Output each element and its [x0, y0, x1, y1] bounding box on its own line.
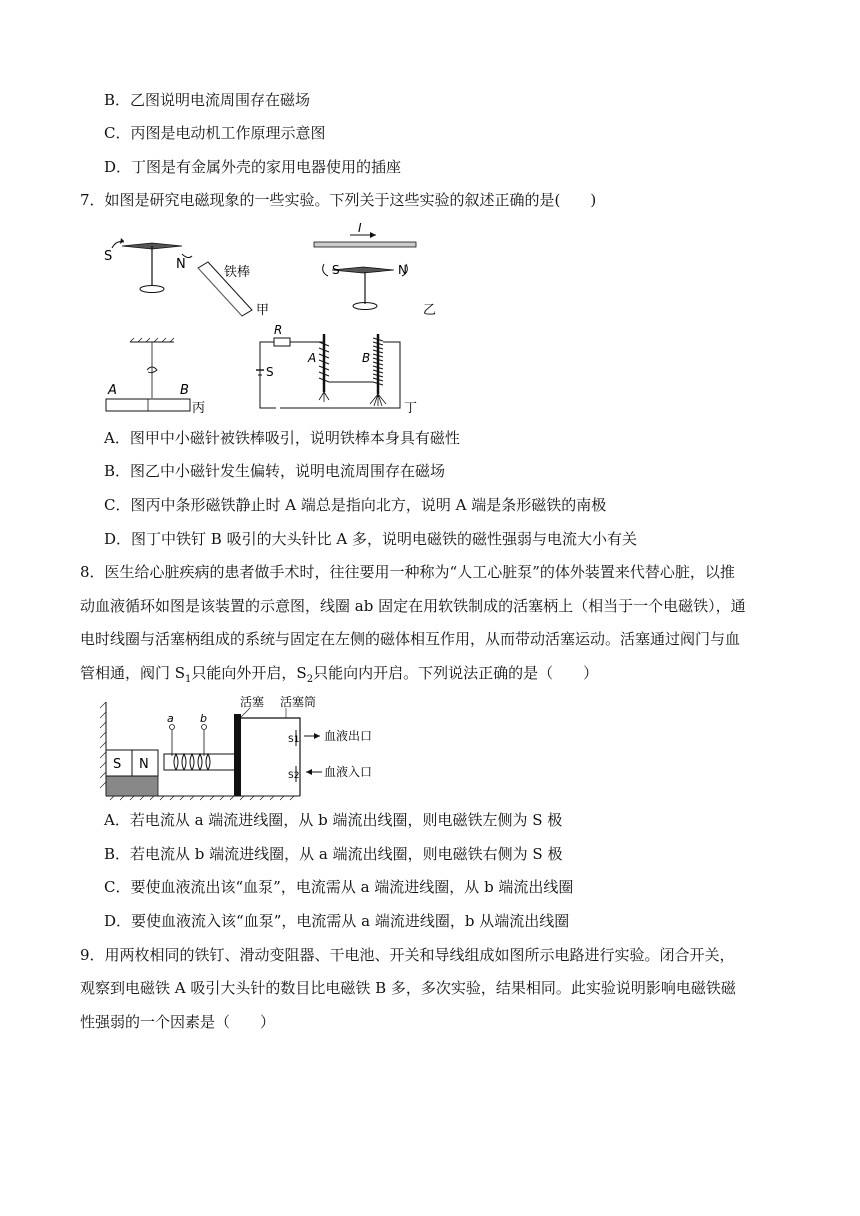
q7-option-b: B．图乙中小磁针发生偏转，说明电流周围存在磁场 [104, 462, 446, 480]
q8-stem-line3: 电时线圈与活塞柄组成的系统与固定在左侧的磁体相互作用，从而带动活塞运动。活塞通过阀门与血 [80, 630, 741, 648]
ding-switch-label: S [266, 365, 274, 379]
q6-option-b: B．乙图说明电流周围存在磁场 [104, 91, 311, 109]
q8-stem-line2: 动血液循环如图是该装置的示意图，线圈 ab 固定在用软铁制成的活塞柄上（相当于一个电磁铁），通 [80, 597, 746, 615]
magnet-n-label: N [139, 757, 149, 772]
yi-label: 乙 [423, 303, 437, 318]
bing-b-label: B [180, 383, 189, 398]
blood-inlet-label: 血液入口 [324, 765, 373, 779]
q8-option-a: A．若电流从 a 端流进线圈，从 b 端流出线圈，则电磁铁左侧为 S 极 [104, 811, 563, 829]
ding-b-label: B [362, 351, 371, 365]
q8-option-b: B．若电流从 b 端流进线圈，从 a 端流出线圈，则电磁铁右侧为 S 极 [104, 845, 563, 863]
valve-s1-label: S1 [288, 735, 300, 745]
q8-stem-line1: 8．医生给心脏疾病的患者做手术时，往往要用一种称为“人工心脏泵”的体外装置来代替心脏，以推 [80, 563, 735, 581]
valve-s2-label: S2 [288, 771, 300, 781]
q8-figure [100, 692, 400, 802]
yi-s-label: S [332, 263, 340, 277]
bing-label: 丙 [192, 401, 206, 416]
yi-n-label: N [398, 263, 407, 277]
q9-stem-line2: 观察到电磁铁 A 吸引大头针的数目比电磁铁 B 多，多次实验，结果相同。此实验说明影响电磁铁磁 [80, 979, 736, 997]
q6-option-d: D．丁图是有金属外壳的家用电器使用的插座 [104, 158, 402, 176]
jia-s-label: S [104, 249, 113, 264]
magnet-s-label: S [113, 757, 122, 772]
figure-jia [104, 238, 269, 318]
cylinder-label: 活塞筒 [280, 695, 317, 709]
q8-option-c: C．要使血液流出该“血泵”，电流需从 a 端流进线圈，从 b 端流出线圈 [104, 878, 574, 896]
q9-stem-line3: 性强弱的一个因素是（ ） [80, 1013, 276, 1031]
q7-option-c: C．图丙中条形磁铁静止时 A 端总是指向北方，说明 A 端是条形磁铁的南极 [104, 496, 607, 514]
q8-option-d: D．要使血液流入该“血泵”，电流需从 a 端流进线圈，b 从端流出线圈 [104, 912, 570, 930]
q7-option-a: A．图甲中小磁针被铁棒吸引，说明铁棒本身具有磁性 [104, 429, 460, 447]
figure-yi [314, 222, 436, 318]
piston-label: 活塞 [240, 695, 265, 709]
ding-a-label: A [308, 351, 317, 365]
iron-bar-label: 铁棒 [224, 265, 251, 280]
figure-bing [106, 338, 205, 416]
coil-b-label: b [200, 712, 207, 725]
q6-option-c: C．丙图是电动机工作原理示意图 [104, 124, 326, 142]
q8-stem-line4: 管相通，阀门 $S_1$只能向外开启，$S_2$只能向内开启。下列说法正确的是（ ） [80, 664, 599, 685]
jia-label: 甲 [256, 303, 270, 318]
blood-outlet-label: 血液出口 [324, 729, 373, 743]
q7-option-d: D．图丁中铁钉 B 吸引的大头针比 A 多，说明电磁铁的磁性强弱与电流大小有关 [104, 530, 637, 548]
ding-label: 丁 [404, 401, 418, 416]
bing-a-label: A [108, 383, 117, 398]
ding-r-label: R [274, 323, 283, 337]
q7-stem: 7．如图是研究电磁现象的一些实验。下列关于这些实验的叙述正确的是( ) [80, 191, 597, 209]
jia-n-label: N [176, 257, 186, 272]
current-label: I [358, 222, 362, 235]
figure-ding [256, 323, 417, 416]
q7-figure [100, 222, 460, 418]
q9-stem-line1: 9．用两枚相同的铁钉、滑动变阻器、干电池、开关和导线组成如图所示电路进行实验。闭合开关， [80, 946, 735, 964]
coil-a-label: a [167, 712, 174, 725]
